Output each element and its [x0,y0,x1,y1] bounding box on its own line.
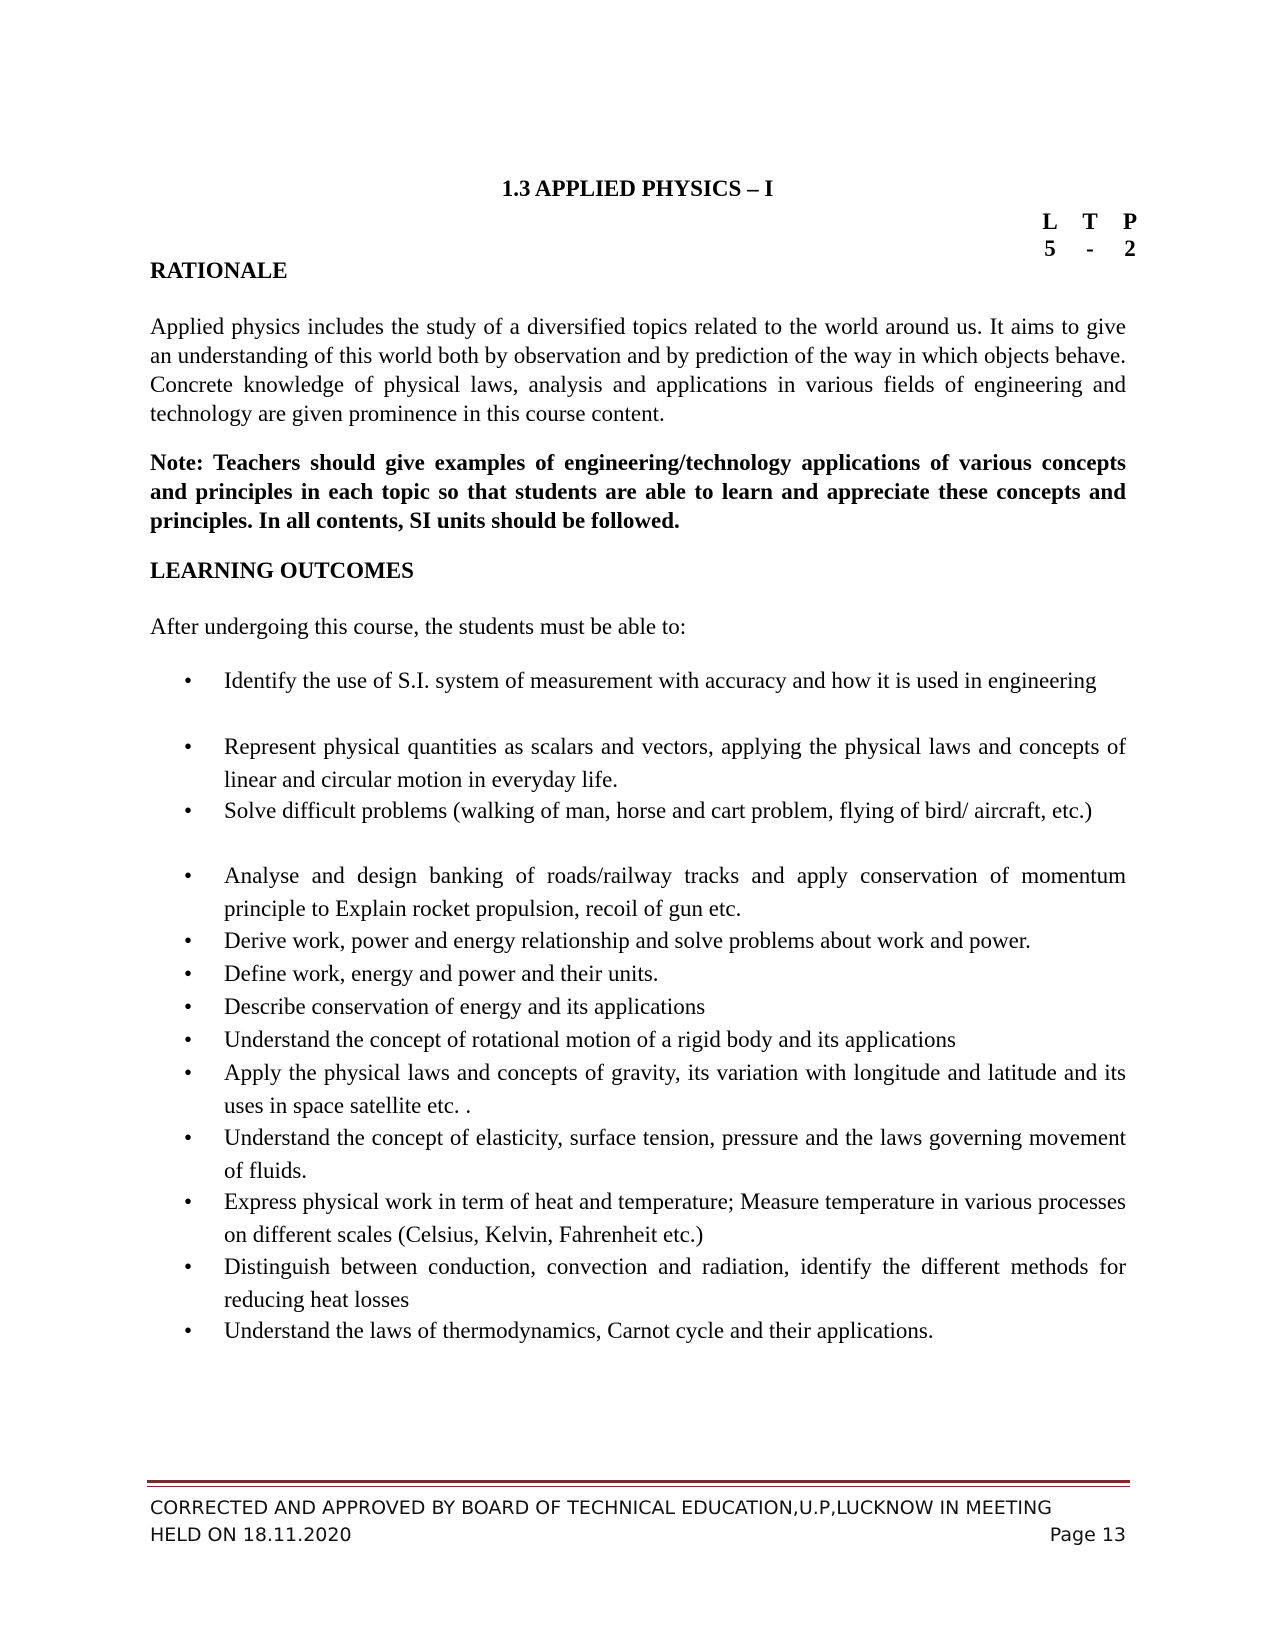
page-footer [150,1495,1126,1549]
ltp-header-p: P [1122,209,1138,234]
list-item-text: Express physical work in term of heat and temperature; Measure temperature in various processes on different scales (Celsius, Kelvin, Fahrenheit etc.) [224,1189,1126,1247]
bullet-icon: • [184,863,193,888]
list-item-text: Understand the laws of thermodynamics, Carnot cycle and their applications. [224,1318,934,1343]
list-item-text: Identify the use of S.I. system of measurement with accuracy and how it is used in engineering [224,668,1097,693]
list-item [184,730,1126,796]
list-item [184,1185,1126,1251]
learning-outcomes-intro: After undergoing this course, the students must be able to: [150,614,687,639]
footer-second-line [150,1522,1126,1549]
list-item-text: Derive work, power and energy relationship and solve problems about work and power. [224,928,1031,953]
ltp-value-l: 5 [1044,236,1056,261]
list-item [184,1023,1126,1056]
list-item [184,1314,1126,1347]
list-item [184,1056,1126,1122]
list-item [184,924,1126,957]
bullet-icon: • [184,994,193,1019]
ltp-value-p: 2 [1124,236,1136,261]
bullet-icon: • [184,734,193,759]
footer-approval-line: CORRECTED AND APPROVED BY BOARD OF TECHNICAL EDUCATION,U.P,LUCKNOW IN MEETING [150,1497,1052,1519]
list-item [184,1250,1126,1316]
list-item-text: Solve difficult problems (walking of man, horse and cart problem, flying of bird/ aircraft, etc.) [224,798,1093,823]
ltp-value-row [1030,235,1150,262]
list-item-text: Analyse and design banking of roads/railway tracks and apply conservation of momentum principle to Explain rocket propulsion, recoil of gun etc. [224,863,1126,921]
footer-rule-thin [147,1486,1130,1487]
list-item-text: Represent physical quantities as scalars and vectors, applying the physical laws and concepts of linear and circular motion in everyday life. [224,734,1126,792]
bullet-icon: • [184,668,193,693]
ltp-header-t: T [1082,209,1098,234]
bullet-icon: • [184,1318,193,1343]
bullet-icon: • [184,1027,193,1052]
bullet-icon: • [184,928,193,953]
list-item [184,957,1126,990]
ltp-header-l: L [1042,209,1058,234]
bullet-icon: • [184,961,193,986]
teacher-note: Note: Teachers should give examples of engineering/technology applications of various concepts and principles in each topic so that students are able to learn and appreciate these concepts and principles. In all contents, SI units should be followed. [150,450,1126,533]
list-item [184,990,1126,1023]
list-item-text: Apply the physical laws and concepts of gravity, its variation with longitude and latitude and its uses in space satellite etc. . [224,1060,1126,1118]
bullet-icon: • [184,1189,193,1214]
list-item-text: Distinguish between conduction, convection and radiation, identify the different methods for reducing heat losses [224,1254,1126,1312]
ltp-header-row [1030,208,1150,235]
list-item-text: Define work, energy and power and their units. [224,961,659,986]
bullet-icon: • [184,1254,193,1279]
list-item-text: Describe conservation of energy and its applications [224,994,706,1019]
bullet-icon: • [184,1060,193,1085]
list-item [184,1121,1126,1187]
list-item-text: Understand the concept of rotational motion of a rigid body and its applications [224,1027,956,1052]
ltp-value-t: - [1086,236,1094,261]
list-item [184,664,1126,697]
footer-meeting-date: HELD ON 18.11.2020 [150,1524,352,1546]
ltp-table [1030,208,1150,262]
footer-rule-thick [147,1480,1130,1483]
rationale-body: Applied physics includes the study of a diversified topics related to the world around us. It aims to give an understanding of this world both by observation and by prediction of the way in which objects behave. Concrete knowledge of physical laws, analysis and applications in various fields of engineering and technology are given prominence in this course content. [150,314,1126,426]
page-title: 1.3 APPLIED PHYSICS – I [501,176,774,201]
list-item [184,794,1126,827]
rationale-heading: RATIONALE [150,258,288,283]
bullet-icon: • [184,1125,193,1150]
list-item-text: Understand the concept of elasticity, surface tension, pressure and the laws governing movement of fluids. [224,1125,1126,1183]
bullet-icon: • [184,798,193,823]
list-item [184,859,1126,925]
page-number: Page 13 [1049,1524,1126,1546]
learning-outcomes-heading: LEARNING OUTCOMES [150,558,414,583]
